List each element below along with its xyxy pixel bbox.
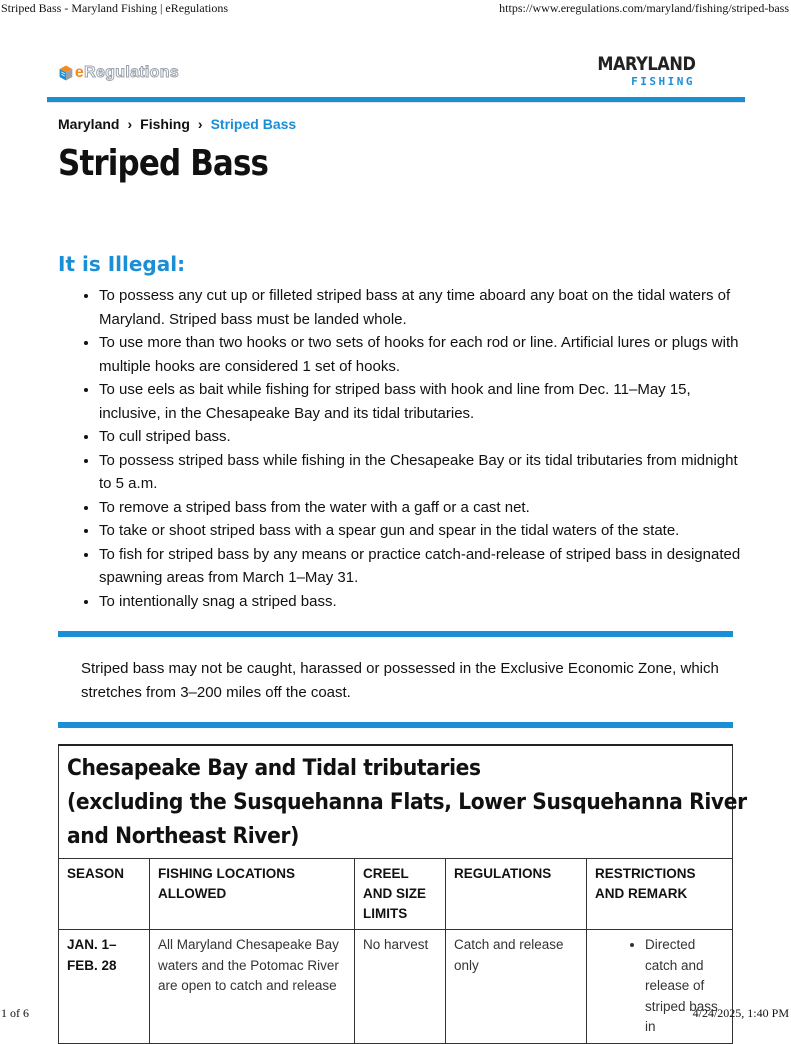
remarks-list	[595, 935, 724, 1038]
illegal-item: • To cull striped bass.	[99, 425, 749, 449]
illegal-item: • To use eels as bait while fishing for striped bass with hook and line from Dec. 11–May 15, inclusive, in the Chesapeake Bay and its tidal tributaries.	[99, 378, 749, 425]
print-page-title: Striped Bass - Maryland Fishing | eRegulations	[1, 1, 229, 15]
table-title-line: (excluding the Susquehanna Flats, Lower Susquehanna River	[67, 790, 747, 815]
table-title-line: and Northeast River)	[67, 824, 299, 849]
table-header-row	[59, 859, 732, 930]
illegal-item: • To remove a striped bass from the water with a gaff or a cast net.	[99, 496, 749, 520]
illegal-item: • To fish for striped bass by any means or practice catch-and-release of striped bass in designated spawning areas from March 1–May 31.	[99, 543, 749, 590]
breadcrumb-fishing[interactable]: Fishing	[140, 116, 190, 132]
breadcrumb-current: Striped Bass	[210, 116, 297, 132]
header-locations: FISHING LOCATIONS ALLOWED	[150, 859, 355, 930]
illegal-item: • To possess any cut up or filleted striped bass at any time aboard any boat on the tidal waters of Maryland. Striped bass must be landed whole.	[99, 284, 749, 331]
cell-regulations: Catch and release only	[446, 930, 587, 1043]
header-divider	[47, 97, 745, 103]
page-title: Striped Bass	[58, 143, 269, 184]
illegal-item: • To take or shoot striped bass with a spear gun and spear in the tidal waters of the state.	[99, 519, 749, 543]
print-timestamp: 4/24/2025, 1:40 PM	[692, 1006, 789, 1020]
cell-locations: All Maryland Chesapeake Bay waters and the Potomac River are open to catch and release	[150, 930, 355, 1043]
illegal-item: • To possess striped bass while fishing in the Chesapeake Bay or its tidal tributaries from midnight to 5 a.m.	[99, 449, 749, 496]
print-header	[0, 1, 791, 17]
illegal-list	[79, 284, 749, 613]
eez-note: Striped bass may not be caught, harassed or possessed in the Exclusive Economic Zone, which stretches from 3–200 miles off the coast.	[81, 660, 719, 701]
cube-logo-icon	[59, 59, 73, 87]
print-footer	[0, 1006, 791, 1022]
table-title	[59, 746, 747, 858]
header-regulations: REGULATIONS	[446, 859, 587, 930]
table-row	[59, 930, 732, 1043]
header-remarks: RESTRICTIONS AND REMARK	[587, 859, 733, 930]
illegal-item: • To use more than two hooks or two sets of hooks for each rod or line. Artificial lures or plugs with multiple hooks are considered 1 set of hooks.	[99, 331, 749, 378]
maryland-fishing-brand	[580, 54, 695, 88]
header-season: SEASON	[59, 859, 150, 930]
eregulations-logo[interactable]	[59, 58, 179, 88]
cell-season: JAN. 1– FEB. 28	[59, 930, 150, 1043]
section-divider	[58, 722, 733, 728]
breadcrumb	[58, 116, 296, 132]
page-count: 1 of 6	[1, 1006, 29, 1020]
breadcrumb-separator: ›	[127, 116, 133, 132]
table-title-line: Chesapeake Bay and Tidal tributaries	[67, 756, 481, 781]
remark-item: • Directed catch and release of striped bass in	[645, 935, 724, 1038]
print-page-url: https://www.eregulations.com/maryland/fishing/striped-bass	[499, 1, 789, 15]
section-divider	[58, 631, 733, 637]
illegal-item: • To intentionally snag a striped bass.	[99, 590, 749, 614]
brand-line-1: MARYLAND	[596, 53, 695, 75]
cell-remarks	[587, 930, 733, 1043]
illegal-heading: It is Illegal:	[58, 252, 186, 276]
breadcrumb-maryland[interactable]: Maryland	[58, 116, 120, 132]
breadcrumb-separator: ›	[197, 116, 203, 132]
header-creel: CREEL AND SIZE LIMITS	[355, 859, 446, 930]
brand-line-2: FISHING	[631, 75, 695, 88]
logo-wordmark: eRegulations	[74, 64, 179, 81]
cell-creel: No harvest	[355, 930, 446, 1043]
